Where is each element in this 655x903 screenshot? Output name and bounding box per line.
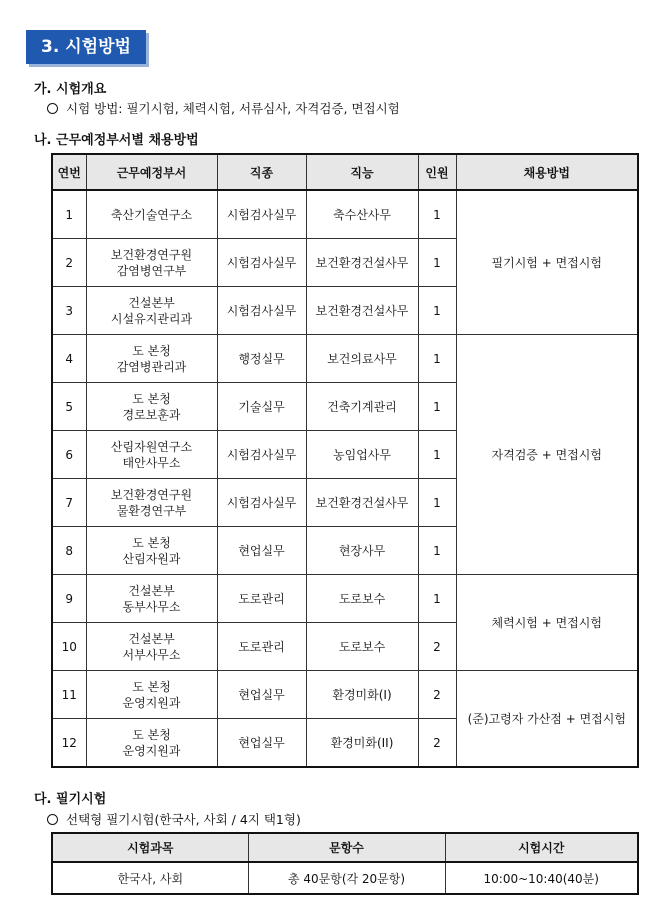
cell-no: 5 [52, 383, 86, 431]
cell-no: 3 [52, 287, 86, 335]
cell-count: 1 [418, 239, 456, 287]
dept-line: 도 본청 [132, 679, 171, 694]
cell-type: 시험검사실무 [217, 239, 306, 287]
cell-questions: 총 40문항(각 20문항) [248, 862, 445, 894]
cell-no: 12 [52, 719, 86, 768]
cell-func: 환경미화(I) [306, 671, 418, 719]
dept-line: 산림자원연구소 [110, 439, 193, 454]
cell-count: 2 [418, 719, 456, 768]
written-table-header [52, 833, 638, 862]
cell-func: 보건환경건설사무 [306, 287, 418, 335]
cell-func: 축수산사무 [306, 190, 418, 239]
cell-func: 현장사무 [306, 527, 418, 575]
cell-method: 필기시험 + 면접시험 [456, 190, 638, 335]
dept-line: 도 본청 [132, 343, 171, 358]
cell-dept [86, 190, 217, 239]
cell-func: 보건의료사무 [306, 335, 418, 383]
written-bullet-text: 선택형 필기시험(한국사, 사회 / 4지 택1형) [66, 812, 301, 827]
dept-line: 보건환경연구원 [110, 247, 193, 262]
cell-type: 시험검사실무 [217, 431, 306, 479]
dept-line: 도 본청 [132, 535, 171, 550]
cell-func: 보건환경건설사무 [306, 479, 418, 527]
bullet-circle-icon [47, 103, 58, 114]
written-exam-table [51, 832, 639, 895]
dept-line: 감염병연구부 [116, 263, 187, 278]
cell-no: 7 [52, 479, 86, 527]
dept-line: 경로보훈과 [122, 407, 181, 422]
header-questions: 문항수 [248, 833, 445, 862]
cell-count: 1 [418, 479, 456, 527]
cell-type: 현업실무 [217, 527, 306, 575]
cell-dept [86, 527, 217, 575]
cell-method: (준)고령자 가산점 + 면접시험 [456, 671, 638, 768]
written-heading: 다. 필기시험 [34, 792, 107, 807]
cell-func: 도로보수 [306, 623, 418, 671]
cell-method: 자격검증 + 면접시험 [456, 335, 638, 575]
cell-time: 10:00~10:40(40분) [445, 862, 638, 894]
cell-no: 2 [52, 239, 86, 287]
cell-no: 11 [52, 671, 86, 719]
hiring-table [51, 153, 639, 768]
dept-line: 보건환경연구원 [110, 487, 193, 502]
cell-type: 기술실무 [217, 383, 306, 431]
dept-line: 태안사무소 [122, 455, 181, 470]
header-method: 채용방법 [456, 154, 638, 190]
cell-count: 1 [418, 287, 456, 335]
cell-type: 도로관리 [217, 623, 306, 671]
cell-func: 도로보수 [306, 575, 418, 623]
cell-type: 도로관리 [217, 575, 306, 623]
header-type: 직종 [217, 154, 306, 190]
cell-no: 4 [52, 335, 86, 383]
table-row [52, 190, 638, 239]
cell-count: 1 [418, 383, 456, 431]
cell-type: 시험검사실무 [217, 479, 306, 527]
dept-line: 운영지원과 [122, 695, 181, 710]
table-row [52, 671, 638, 719]
cell-func: 건축기계관리 [306, 383, 418, 431]
cell-dept [86, 479, 217, 527]
written-bullet [47, 810, 301, 828]
cell-dept [86, 719, 217, 768]
cell-no: 1 [52, 190, 86, 239]
cell-count: 1 [418, 527, 456, 575]
cell-count: 1 [418, 190, 456, 239]
overview-bullet [47, 99, 400, 117]
header-dept: 근무예정부서 [86, 154, 217, 190]
cell-count: 1 [418, 335, 456, 383]
section-title: 3. 시험방법 [26, 30, 146, 64]
bullet-circle-icon [47, 814, 58, 825]
header-func: 직능 [306, 154, 418, 190]
dept-line: 건설본부 [128, 583, 175, 598]
cell-func: 환경미화(II) [306, 719, 418, 768]
hiring-heading: 나. 근무예정부서별 채용방법 [34, 133, 199, 148]
cell-dept [86, 575, 217, 623]
overview-bullet-text: 시험 방법: 필기시험, 체력시험, 서류심사, 자격검증, 면접시험 [66, 101, 400, 116]
dept-line: 도 본청 [132, 727, 171, 742]
dept-line: 건설본부 [128, 295, 175, 310]
cell-type: 행정실무 [217, 335, 306, 383]
cell-no: 8 [52, 527, 86, 575]
cell-type: 시험검사실무 [217, 287, 306, 335]
overview-heading: 가. 시험개요 [34, 82, 107, 97]
dept-line: 산림자원과 [122, 551, 181, 566]
cell-dept [86, 671, 217, 719]
cell-dept [86, 287, 217, 335]
header-time: 시험시간 [445, 833, 638, 862]
dept-line: 서부사무소 [122, 647, 181, 662]
cell-type: 현업실무 [217, 671, 306, 719]
cell-count: 1 [418, 431, 456, 479]
cell-no: 10 [52, 623, 86, 671]
cell-func: 농임업사무 [306, 431, 418, 479]
header-subject: 시험과목 [52, 833, 248, 862]
header-no: 연번 [52, 154, 86, 190]
cell-count: 2 [418, 671, 456, 719]
dept-line: 감염병관리과 [116, 359, 187, 374]
table-row [52, 862, 638, 894]
dept-line: 시설유지관리과 [110, 311, 193, 326]
cell-dept [86, 335, 217, 383]
cell-dept [86, 431, 217, 479]
table-row [52, 575, 638, 623]
dept-line: 운영지원과 [122, 743, 181, 758]
cell-dept [86, 239, 217, 287]
table-row [52, 335, 638, 383]
header-count: 인원 [418, 154, 456, 190]
cell-count: 1 [418, 575, 456, 623]
cell-no: 9 [52, 575, 86, 623]
cell-subject: 한국사, 사회 [52, 862, 248, 894]
cell-type: 현업실무 [217, 719, 306, 768]
dept-line: 도 본청 [132, 391, 171, 406]
cell-count: 2 [418, 623, 456, 671]
cell-type: 시험검사실무 [217, 190, 306, 239]
dept-line: 동부사무소 [122, 599, 181, 614]
dept-line: 건설본부 [128, 631, 175, 646]
hiring-table-header [52, 154, 638, 190]
cell-dept [86, 383, 217, 431]
cell-method: 체력시험 + 면접시험 [456, 575, 638, 671]
dept-line: 축산기술연구소 [110, 207, 193, 222]
dept-line: 물환경연구부 [116, 503, 187, 518]
cell-func: 보건환경건설사무 [306, 239, 418, 287]
cell-dept [86, 623, 217, 671]
cell-no: 6 [52, 431, 86, 479]
